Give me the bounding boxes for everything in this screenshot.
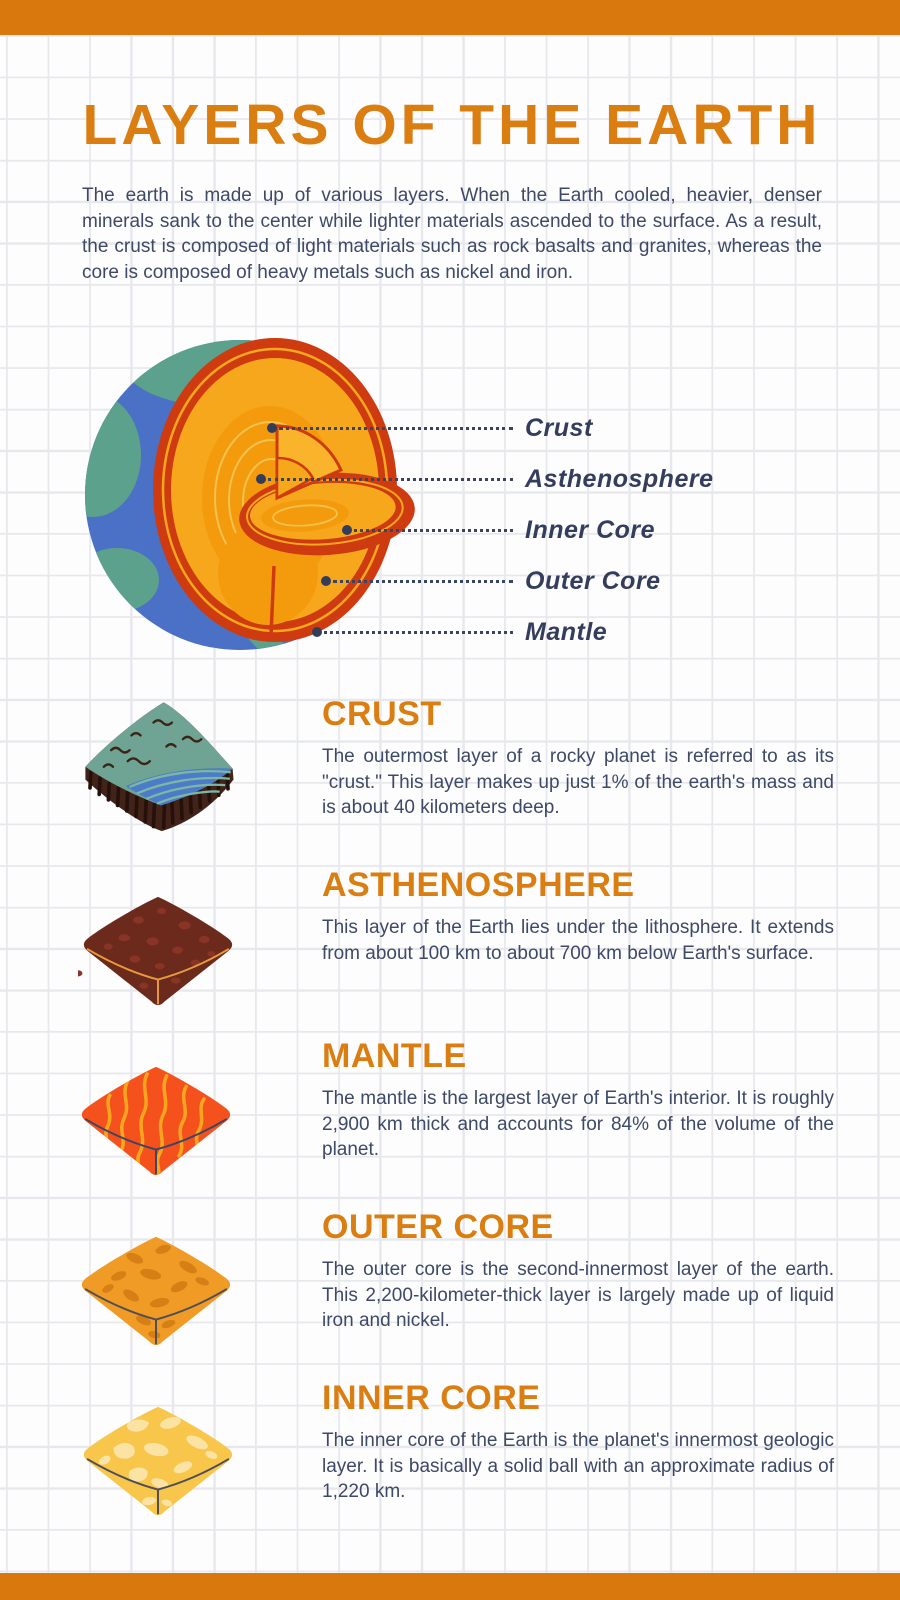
callout-dot-icon: [256, 474, 266, 484]
page-title: LAYERS OF THE EARTH: [82, 93, 822, 157]
section-heading: OUTER CORE: [322, 1208, 554, 1246]
section-body: This layer of the Earth lies under the lithosphere. It extends from about 100 km to about 700 km below Earth's surface.: [322, 917, 834, 964]
section-heading: MANTLE: [322, 1037, 467, 1075]
section-crust: [322, 694, 834, 821]
leader-line: [324, 631, 513, 634]
section-body: The mantle is the largest layer of Earth's interior. It is roughly 2,900 km thick and accounts for 84% of the volume of the planet.: [322, 1088, 834, 1160]
top-accent-bar: [0, 0, 900, 35]
callout-crust: [267, 412, 593, 444]
section-body: The outer core is the second-innermost layer of the earth. This 2,200-kilometer-thick layer is largely made up of liquid iron and nickel.: [322, 1259, 834, 1331]
section-outer-core: [322, 1207, 834, 1334]
callout-inner-core: [342, 514, 655, 546]
asthenosphere-layer-icon: [78, 888, 238, 1013]
callout-label: Mantle: [525, 617, 608, 646]
callout-label: Crust: [525, 413, 593, 442]
section-body: The outermost layer of a rocky planet is referred to as its "crust." This layer makes up just 1% of the earth's mass and is about 40 kilometers deep.: [322, 746, 834, 818]
crust-layer-icon: [76, 695, 242, 838]
section-asthenosphere: [322, 865, 834, 966]
section-heading: CRUST: [322, 695, 442, 733]
mantle-layer-icon: [76, 1058, 236, 1183]
section-mantle: [322, 1036, 834, 1163]
section-heading: INNER CORE: [322, 1379, 541, 1417]
callout-asthenosphere: [256, 463, 713, 495]
callout-label: Outer Core: [525, 566, 661, 595]
leader-line: [279, 427, 513, 430]
section-body: The inner core of the Earth is the planet's innermost geologic layer. It is basically a solid ball with an approximate radius of 1,220 km.: [322, 1430, 834, 1502]
callout-dot-icon: [342, 525, 352, 535]
leader-line: [354, 529, 513, 532]
bottom-accent-bar: [0, 1573, 900, 1600]
section-inner-core: [322, 1378, 834, 1505]
leader-line: [268, 478, 513, 481]
leader-line: [333, 580, 513, 583]
callout-mantle: [312, 616, 607, 648]
callout-dot-icon: [312, 627, 322, 637]
callout-dot-icon: [267, 423, 277, 433]
callout-outer-core: [321, 565, 661, 597]
callout-label: Inner Core: [525, 515, 656, 544]
callout-label: Asthenosphere: [525, 464, 714, 493]
callout-dot-icon: [321, 576, 331, 586]
inner-core-layer-icon: [78, 1398, 238, 1523]
outer-core-layer-icon: [76, 1228, 236, 1353]
section-heading: ASTHENOSPHERE: [322, 866, 635, 904]
intro-paragraph: The earth is made up of various layers. When the Earth cooled, heavier, denser minerals sank to the center while lighter materials ascended to the surface. As a result, the crust is composed of light materials such as rock basalts and granites, whereas the core is composed of heavy metals such as nickel and iron.: [82, 185, 822, 283]
